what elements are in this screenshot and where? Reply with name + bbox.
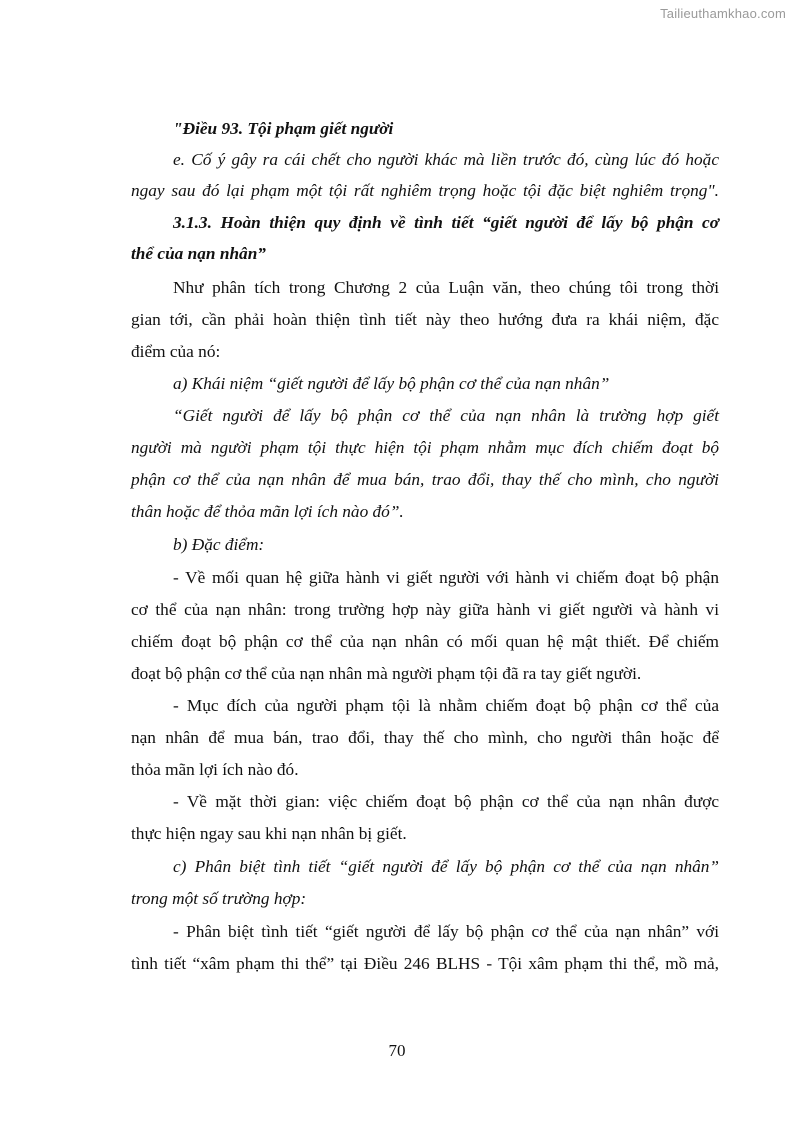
subheading-c-line-2: trong một số trường hợp: bbox=[131, 889, 307, 908]
article-93-clause-e-line-2: ngay sau đó lại phạm một tội rất nghiêm trọng hoặc tội đặc biệt nghiêm trọng". bbox=[131, 181, 719, 200]
page-number: 70 bbox=[388, 1041, 406, 1060]
section-heading-line-2: thể của nạn nhân” bbox=[131, 244, 266, 263]
subheading-a: a) Khái niệm “giết người để lấy bộ phận cơ thể của nạn nhân” bbox=[173, 374, 610, 393]
paragraph-line: - Mục đích của người phạm tội là nhằm chiếm đoạt bộ phận cơ thể của bbox=[173, 696, 719, 715]
paragraph-line: tình tiết “xâm phạm thi thể” tại Điều 246 BLHS - Tội xâm phạm thi thể, mồ mả, bbox=[131, 954, 719, 973]
paragraph-line: - Về mối quan hệ giữa hành vi giết người với hành vi chiếm đoạt bộ phận bbox=[173, 568, 719, 587]
paragraph-line: đoạt bộ phận cơ thể của nạn nhân mà người phạm tội đã ra tay giết người. bbox=[131, 664, 642, 683]
paragraph-line: gian tới, cần phải hoàn thiện tình tiết này theo hướng đưa ra khái niệm, đặc bbox=[131, 310, 719, 329]
paragraph-line: nạn nhân để mua bán, trao đổi, thay thế cho mình, cho người thân hoặc để bbox=[131, 728, 719, 747]
article-93-heading: "Điều 93. Tội phạm giết người bbox=[173, 119, 394, 138]
paragraph-line: cơ thể của nạn nhân: trong trường hợp này giữa hành vi giết người và hành vi bbox=[131, 600, 719, 619]
definition-line: thân hoặc để thỏa mãn lợi ích nào đó”. bbox=[131, 502, 404, 521]
paragraph-line: thỏa mãn lợi ích nào đó. bbox=[131, 760, 299, 779]
paragraph-line: Như phân tích trong Chương 2 của Luận văn, theo chúng tôi trong thời bbox=[173, 278, 719, 297]
paragraph-line: chiếm đoạt bộ phận cơ thể của nạn nhân có mối quan hệ mật thiết. Để chiếm bbox=[131, 632, 719, 651]
subheading-b: b) Đặc điểm: bbox=[173, 535, 265, 554]
article-93-clause-e-line-1: e. Cố ý gây ra cái chết cho người khác mà liền trước đó, cùng lúc đó hoặc bbox=[173, 150, 719, 169]
section-heading-line-1: 3.1.3. Hoàn thiện quy định về tình tiết “giết người để lấy bộ phận cơ bbox=[173, 213, 719, 232]
definition-line: “Giết người để lấy bộ phận cơ thể của nạn nhân là trường hợp giết bbox=[173, 406, 719, 425]
definition-line: người mà người phạm tội thực hiện tội phạm nhằm mục đích chiếm đoạt bộ bbox=[131, 438, 719, 457]
paragraph-line: điểm của nó: bbox=[131, 342, 221, 361]
paragraph-line: - Về mặt thời gian: việc chiếm đoạt bộ phận cơ thể của nạn nhân được bbox=[173, 792, 719, 811]
paragraph-line: thực hiện ngay sau khi nạn nhân bị giết. bbox=[131, 824, 407, 843]
definition-line: phận cơ thể của nạn nhân để mua bán, trao đổi, thay thế cho mình, cho người bbox=[131, 470, 719, 489]
subheading-c-line-1: c) Phân biệt tình tiết “giết người để lấy bộ phận cơ thể của nạn nhân” bbox=[173, 857, 719, 876]
paragraph-line: - Phân biệt tình tiết “giết người để lấy bộ phận cơ thể của nạn nhân” với bbox=[173, 922, 719, 941]
watermark: Tailieuthamkhao.com bbox=[660, 6, 786, 21]
